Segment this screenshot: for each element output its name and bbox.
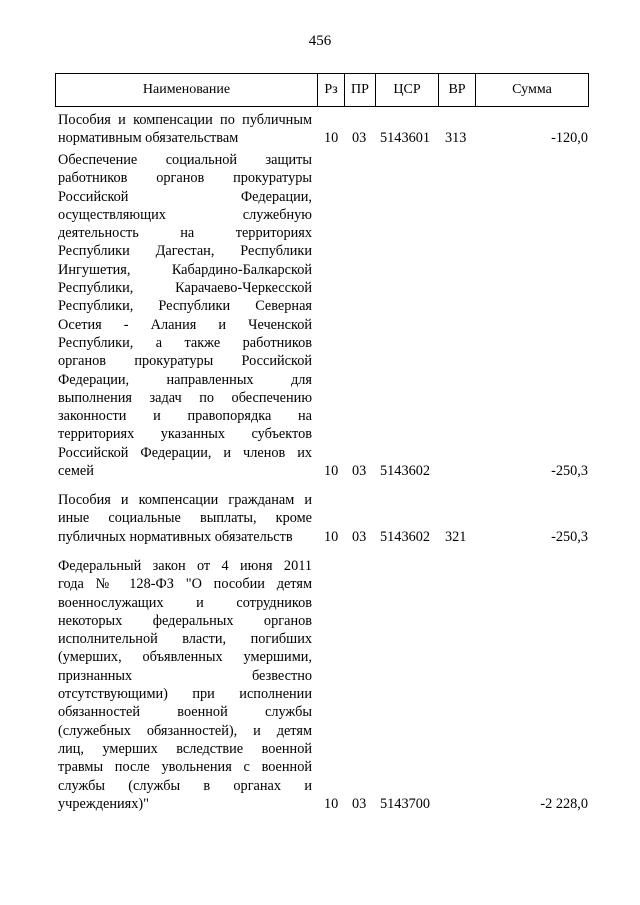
row-values: [58, 528, 588, 546]
row-name: [58, 151, 312, 480]
row-name-line: деятельность на территориях: [58, 225, 312, 242]
row-csr: 5143602: [380, 463, 431, 480]
row-name-line: отсутствующими) при исполнении: [58, 686, 312, 703]
row-name-line: Осетия - Алания и Чеченской: [58, 316, 312, 333]
row-sum: -2 228,0: [540, 795, 588, 812]
table-header: [55, 73, 589, 107]
row-name-line: семей: [58, 463, 94, 480]
row-name-line: законности и правопорядка на: [58, 408, 312, 425]
row-name-line: Федеральный закон от 4 июня 2011: [58, 558, 312, 574]
row-name-line: Российской Федерации,: [58, 188, 312, 205]
row-name-line: (служебных обязанностей), и детям: [58, 722, 312, 739]
row-name-line: Республики, Карачаево-Черкесской: [58, 280, 312, 297]
row-rz: 10: [324, 528, 339, 545]
row-name-line: признанных безвестно: [58, 667, 312, 684]
row-pr: 03: [352, 795, 367, 812]
row-name-line: Республики, Республики Северная: [58, 298, 312, 315]
row-vr: 321: [445, 528, 467, 545]
table-row: [58, 151, 588, 480]
row-values: [58, 129, 588, 147]
row-name-line: органов прокуратуры Российской: [58, 353, 312, 370]
row-name-line: Российской Федерации, и членов их: [58, 444, 312, 461]
row-name-line: Пособия и компенсации гражданам и: [58, 492, 312, 508]
table-row: [58, 111, 588, 148]
header-pr: ПР: [345, 74, 376, 106]
row-name-line: публичных нормативных обязательств: [58, 528, 293, 545]
row-csr: 5143602: [380, 528, 431, 545]
row-name-line: Обеспечение социальной защиты: [58, 152, 312, 168]
row-rz: 10: [324, 130, 339, 147]
row-sum: -120,0: [551, 130, 588, 147]
row-name-line: работников органов прокуратуры: [58, 170, 312, 187]
row-name-line: (умерших, объявленных умершими,: [58, 649, 312, 666]
row-name-line: Ингушетия, Кабардино-Балкарской: [58, 261, 312, 278]
page-number: 456: [308, 33, 332, 49]
table-row: [58, 557, 588, 813]
row-name-line: некоторых федеральных органов: [58, 612, 312, 629]
row-name-line: травмы после увольнения с военной: [58, 759, 312, 776]
row-name-line: Пособия и компенсации по публичным: [58, 112, 312, 128]
row-pr: 03: [352, 130, 367, 147]
header-vr: ВР: [439, 74, 476, 106]
row-rz: 10: [324, 463, 339, 480]
table-row: [58, 491, 588, 546]
row-csr: 5143601: [380, 130, 431, 147]
row-name-line: учреждениях)": [58, 795, 149, 812]
row-rz: 10: [324, 795, 339, 812]
header-rz: Рз: [318, 74, 345, 106]
row-name-line: иные социальные выплаты, кроме: [58, 510, 312, 527]
header-csr: ЦСР: [376, 74, 439, 106]
row-name-line: Республики Дагестан, Республики: [58, 243, 312, 260]
row-sum: -250,3: [551, 528, 588, 545]
row-name-line: обязанностей военной службы: [58, 704, 312, 721]
row-name-line: года № 128-ФЗ "О пособии детям: [58, 576, 312, 593]
row-name-line: территориях указанных субъектов: [58, 426, 312, 443]
row-values: [58, 795, 588, 813]
row-name-line: нормативным обязательствам: [58, 130, 239, 147]
row-name-line: Республики, а также работников: [58, 334, 312, 351]
header-name: Наименование: [56, 74, 318, 106]
row-name-line: выполнения задач по обеспечению: [58, 389, 312, 406]
row-values: [58, 462, 588, 480]
row-name-line: осуществляющих служебную: [58, 206, 312, 223]
row-sum: -250,3: [551, 463, 588, 480]
header-sum: Сумма: [512, 82, 552, 97]
row-name-line: службы (службы в органах и: [58, 777, 312, 794]
row-pr: 03: [352, 463, 367, 480]
row-vr: 313: [445, 130, 467, 147]
row-pr: 03: [352, 528, 367, 545]
row-csr: 5143700: [380, 795, 431, 812]
row-name: [58, 557, 312, 813]
row-name-line: военнослужащих и сотрудников: [58, 594, 312, 611]
row-name-line: исполнительной власти, погибших: [58, 631, 312, 648]
row-name-line: лиц, умерших вследствие военной: [58, 740, 312, 757]
row-name-line: Федерации, направленных для: [58, 371, 312, 388]
